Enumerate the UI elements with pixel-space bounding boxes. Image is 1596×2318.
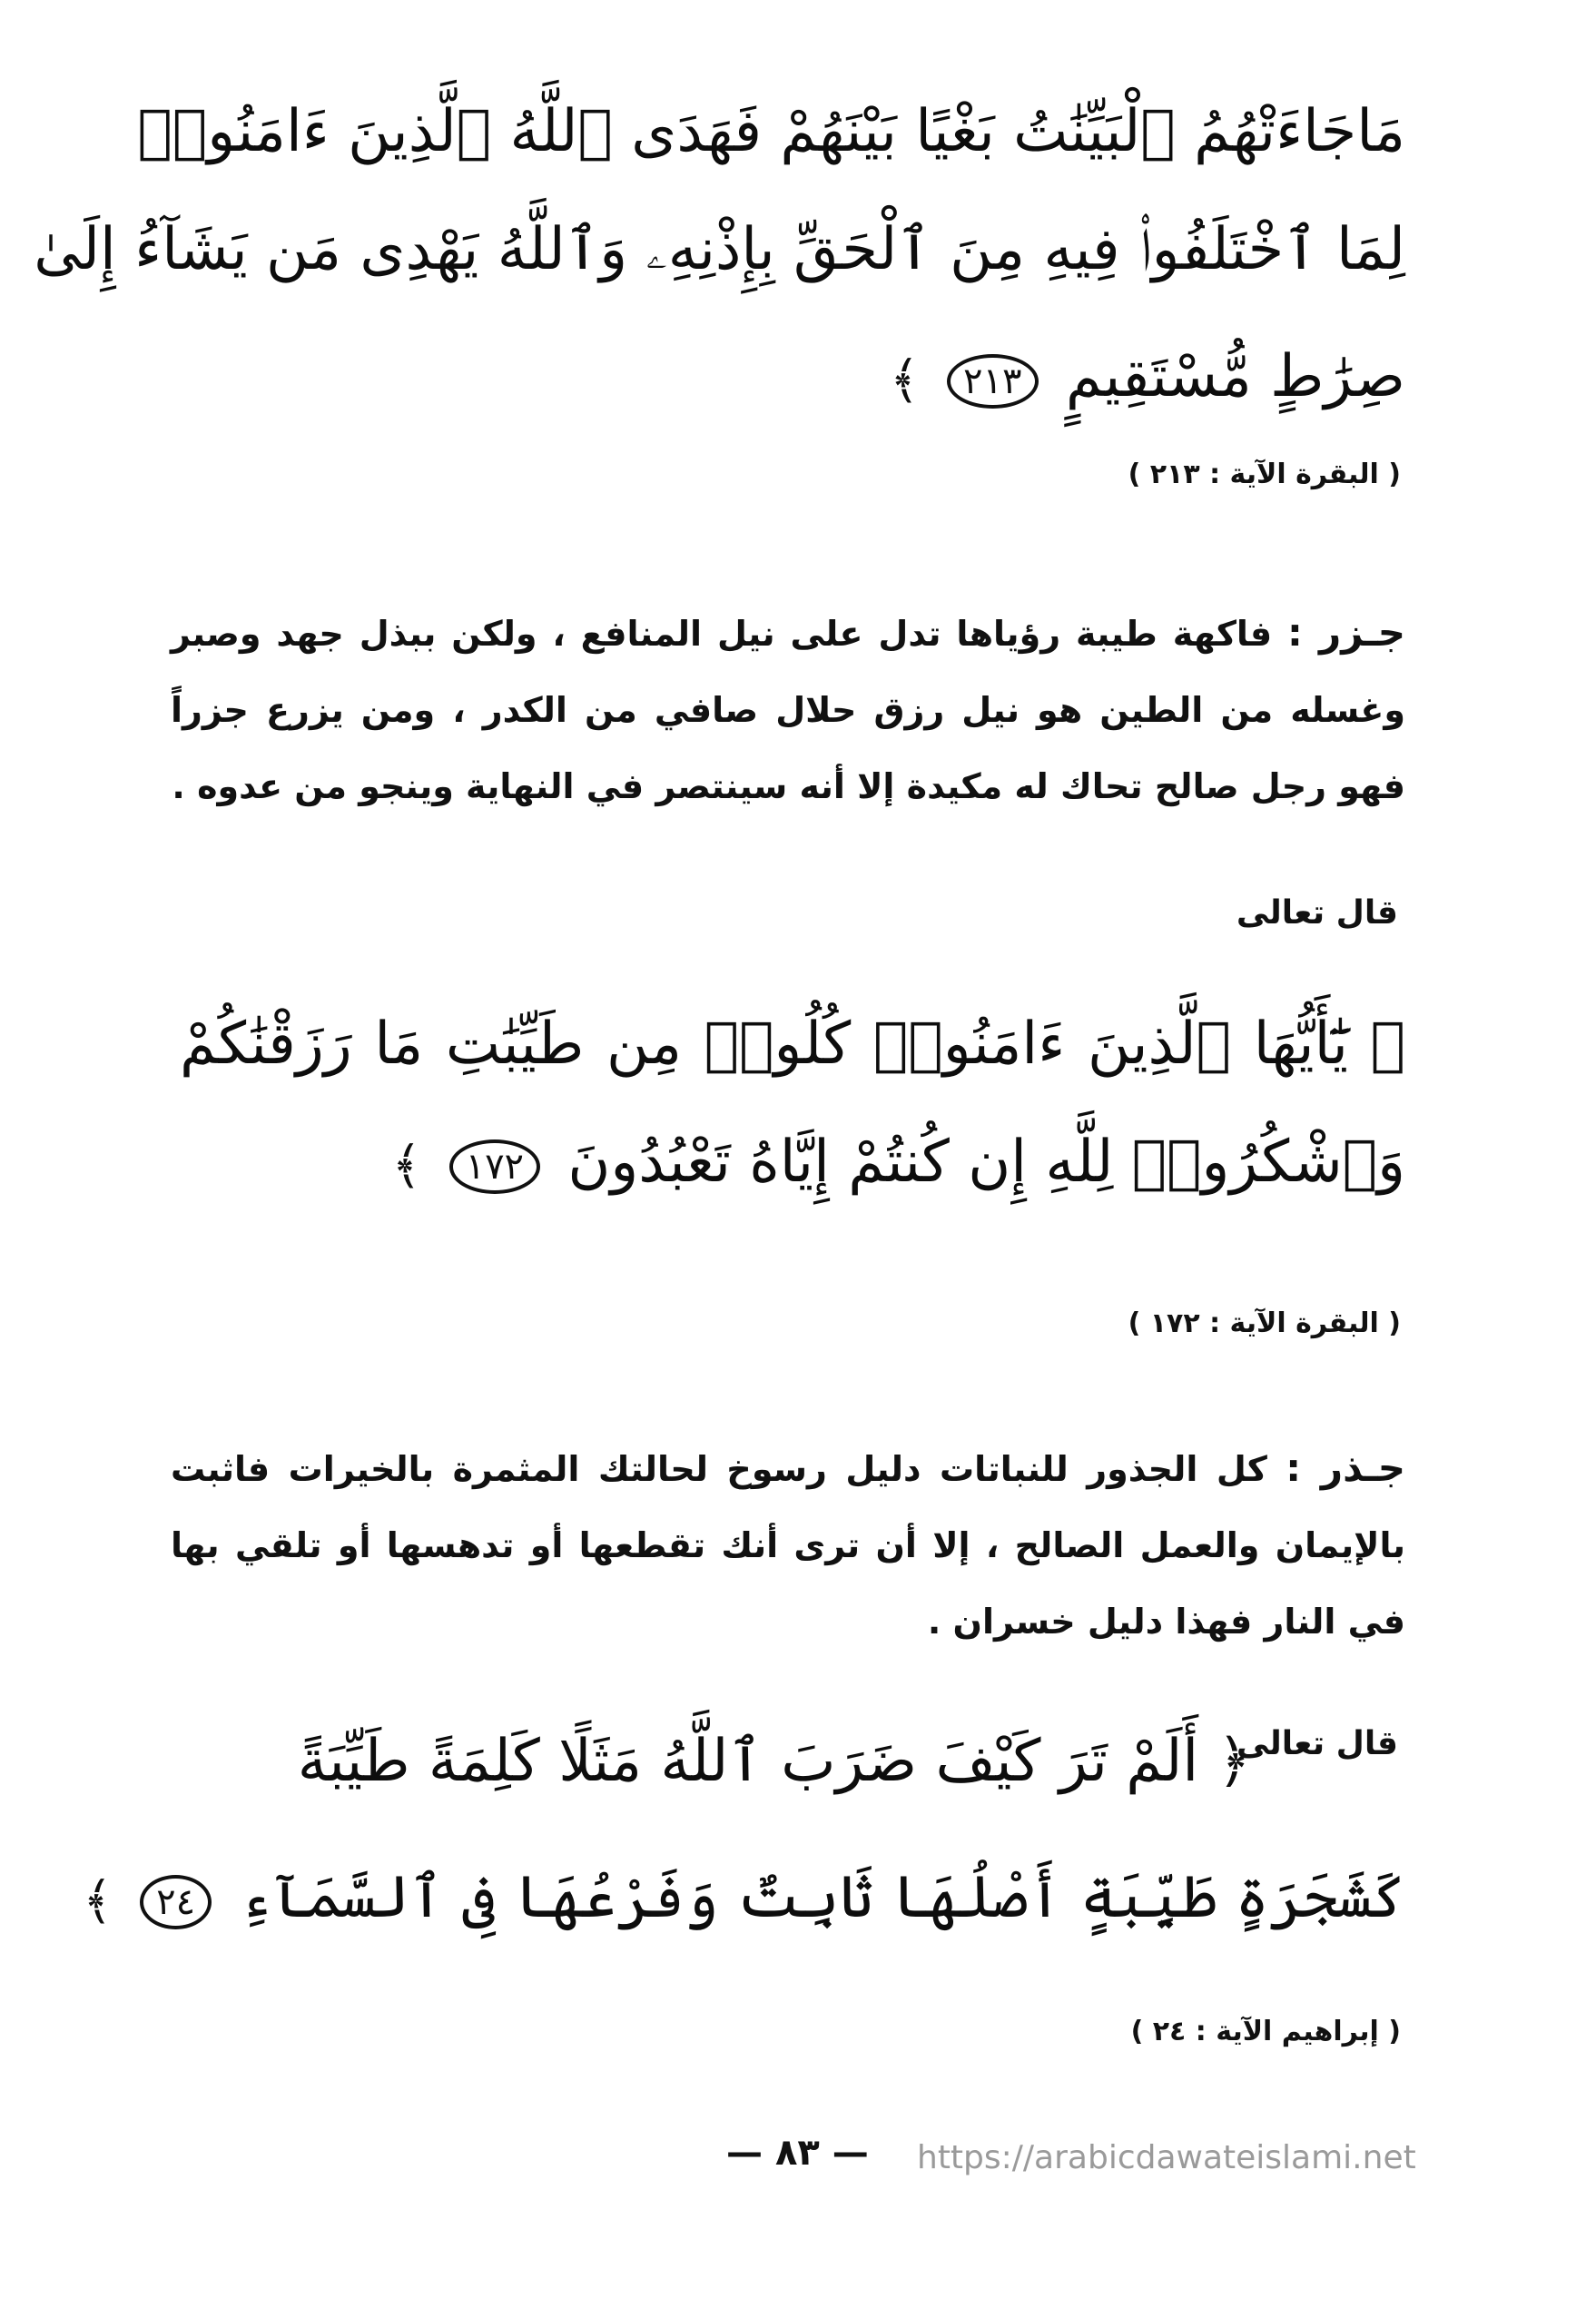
paragraph-jadhr-text: كل الجذور للنباتات دليل رسوخ لحالتك المثمرة بالخيرات فاثبت بالإيمان والعمل الصالح ، إلا أن ترى أنك تقطعها أو تدهسها أو تلقي بها في النار فهذا دليل خسران . [171,1449,1405,1642]
verse-213-line-1: مَاجَاءَتْهُمُ ٱلْبَيِّنَٰتُ بَغْيًا بَيْنَهُمْ فَهَدَى ٱللَّهُ ٱلَّذِينَ ءَامَنُوا۟ [137,98,1405,165]
ayah-number-medallion: ١٧٢ [449,1139,540,1194]
closing-bracket: ﴾ [391,1136,422,1196]
verse-24-line-2 [82,1864,1405,1931]
watermark-url: https://arabicdawateislami.net [917,2139,1416,2176]
paragraph-jadhr-heading: جـذر : [1286,1445,1406,1490]
paragraph-jadhr [171,1430,1405,1660]
ayah-number-medallion: ٢١٣ [947,354,1038,409]
qal-taala-2: قال تعالى [1236,1725,1398,1762]
verse-172-line-2-text: وَٱشْكُرُوا۟ لِلَّهِ إِن كُنتُمْ إِيَّاهُ تَعْبُدُونَ [567,1129,1405,1196]
verse-213-line-3-text: صِرَٰطٍ مُّسْتَقِيمٍ [1065,343,1405,410]
verse-213-line-2: لِمَا ٱخْتَلَفُوا۟ فِيهِ مِنَ ٱلْحَقِّ بِإِذْنِهِۦ وَٱللَّهُ يَهْدِى مَن يَشَآءُ إِلَىٰ [34,216,1405,283]
verse-213-line-3 [180,345,1405,409]
paragraph-jazar-text: فاكهة طيبة رؤياها تدل على نيل المنافع ، ولكن ببذل جهد وصبر وغسله من الطين هو نيل رزق حلال صافي من الكدر ، ومن يزرع جزراً فهو رجل صالح تحاك له مكيدة إلا أنه سينتصر في النهاية وينجو من عدوه . [171,614,1405,806]
closing-bracket: ﴾ [889,350,920,410]
verse-24-line-1: ﴿ أَلَمْ تَرَ كَيْفَ ضَرَبَ ٱللَّهُ مَثَلًا كَلِمَةً طَيِّبَةً [297,1728,1251,1795]
paragraph-jazar [171,595,1405,824]
verse-24-line-2-text: كَشَجَرَةٍ طَيِّبَةٍ أَصْلُهَا ثَابِتٌ وَفَرْعُهَا فِى ٱلسَّمَآءِ [239,1864,1405,1931]
qal-taala-1: قال تعالى [1236,894,1398,932]
verse-24-reference: ( إبراهيم الآية : ٢٤ ) [1130,2016,1401,2047]
page-number: — ٨٣ — [726,2132,869,2174]
verse-213-reference: ( البقرة الآية : ٢١٣ ) [1128,459,1401,490]
verse-172-line-1: ﴿ يَٰٓأَيُّهَا ٱلَّذِينَ ءَامَنُوا۟ كُلُوا۟ مِن طَيِّبَٰتِ مَا رَزَقْنَٰكُمْ [180,1011,1405,1078]
paragraph-jazar-heading: جـزر : [1286,610,1405,655]
verse-172-line-2 [180,1130,1405,1194]
verse-172-reference: ( البقرة الآية : ١٧٢ ) [1128,1307,1401,1339]
ayah-number-medallion: ٢٤ [140,1875,212,1929]
closing-bracket: ﴾ [82,1871,113,1931]
